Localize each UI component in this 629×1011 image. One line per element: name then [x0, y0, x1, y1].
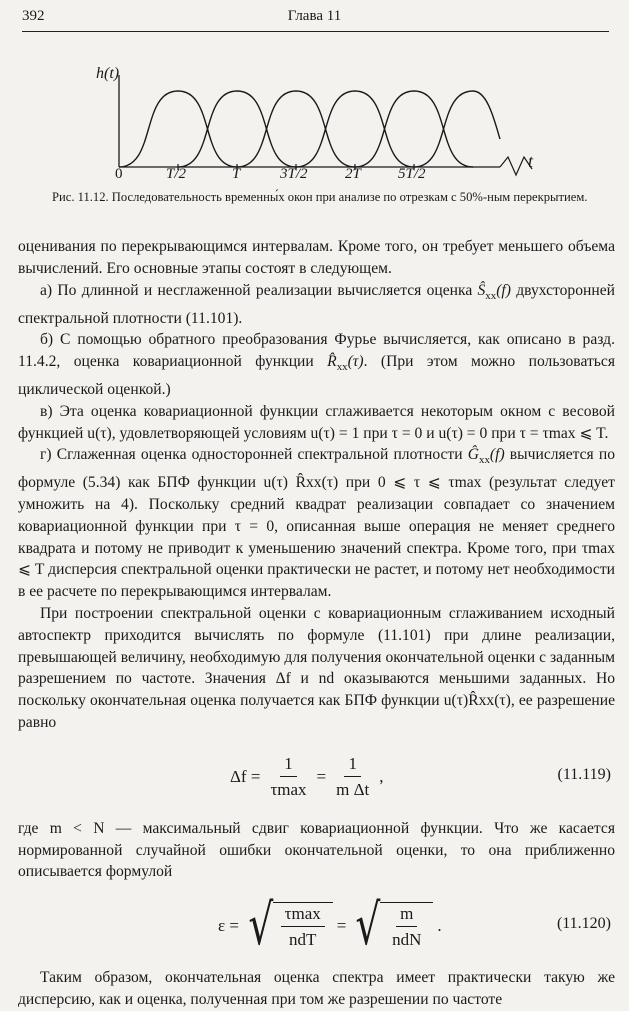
eq2-lhs: ε = [218, 916, 239, 936]
eq1-number: (11.119) [557, 765, 611, 783]
eq2-sqrt-1 [243, 893, 333, 959]
eq1-den-1: τmax [270, 779, 307, 799]
tick-label-3t2: 3T/2 [280, 166, 308, 182]
eq1-num-2: 1 [344, 754, 361, 777]
window-curves [119, 91, 500, 167]
step-a-text: а) По длинной и несглаженной реализации вычисляется оценка [40, 281, 473, 299]
eq1-fraction-1 [266, 754, 310, 800]
sqrt-icon: √ [355, 893, 381, 959]
window-5 [355, 91, 473, 167]
header-rule [22, 31, 609, 32]
tick-label-t: T [232, 166, 241, 182]
eq2-den-1: ndT [289, 930, 317, 950]
tick-label-2t: 2T [345, 166, 361, 182]
page-header [22, 8, 607, 30]
step-a-sub: xx [485, 289, 497, 302]
paragraph-max-shift: где m < N — максимальный сдвиг ковариационной функции. Что же касается нормированной случайной ошибки окончательной оценки, то она приближенно описывается формулой [18, 819, 615, 881]
step-a-symbol: Ŝ [477, 281, 486, 299]
paragraph-1: оценивания по перекрывающимся интервалам. Кроме того, он требует меньшего объема вычислений. Его основные этапы состоят в следующем. [18, 238, 615, 277]
step-b-text: б) С помощью обратного преобразования Фурье вычисляется, как описано в разд. 11.4.2, оценка ковариационной функции [18, 331, 615, 371]
window-4 [296, 91, 414, 167]
step-d-text-2: вычисляется по формуле (5.34) как БПФ функции u(τ) R̂xx(τ) при 0 ⩽ τ ⩽ τmax (результат следует умножить на 4). Поскольку средний квадрат реализации совпадает со значением ковариационной функции при τ = 0, описанная выше операция не меняет среднего квадрата и потому не приводит к уменьшению значений спектра. Кроме того, при τmax ⩽ T дисперсия спектральной оценки практически не растет, и потому нет необходимости в ее расчете по перекрывающимся интервалам. [18, 446, 616, 601]
eq2-fraction-2 [388, 904, 425, 950]
eq2-equals: = [336, 916, 347, 936]
tick-label-5t2: 5T/2 [398, 166, 426, 182]
step-d-arg: (f) [489, 446, 505, 464]
step-a-arg: (f) [496, 281, 511, 299]
equation-11-120 [18, 889, 615, 963]
paragraph-conclusion: Таким образом, окончательная оценка спектра имеет практически такую же дисперсию, как и оценка, полученная при том же разрешении по частоте [18, 969, 615, 1009]
step-b-sub: xx [336, 361, 348, 374]
window-6 [414, 91, 500, 167]
step-b-text-2: . (При этом можно пользоваться циклической оценкой.) [18, 353, 615, 398]
window-1 [119, 91, 237, 167]
step-a-text-2: двухсторонней спектральной плотности (11.101). [18, 281, 615, 327]
step-d-text: г) Сглаженная оценка односторонней спектральной плотности [40, 446, 463, 464]
paragraph-step-b [18, 329, 615, 401]
paragraph-step-d [18, 444, 615, 603]
step-b-symbol: R̂ [327, 353, 337, 371]
eq1-equals: = [316, 766, 327, 786]
eq2-sqrt-2 [350, 893, 433, 959]
eq2-tail: . [437, 916, 442, 936]
eq1-den-2: m Δt [336, 779, 370, 799]
step-d-symbol: Ĝ [467, 446, 480, 464]
eq1-fraction-2 [332, 754, 373, 800]
chapter-title: Глава 11 [287, 8, 342, 24]
page-number: 392 [22, 8, 45, 24]
window-sequence-figure [0, 35, 629, 185]
eq1-num-1: 1 [280, 754, 297, 777]
paragraph-step-a [18, 280, 615, 330]
eq2-den-2: ndN [392, 930, 422, 950]
eq1-lhs: Δf = [230, 766, 261, 786]
eq2-num-2: m [396, 904, 417, 927]
paragraph-covariance-smoothing: При построении спектральной оценки с ковариационным сглаживанием исходный автоспектр приходится вычислять по формуле (11.101) при длине реализации, превышающей величину, необходимую для получения окончательной оценки с заданным разрешением по частоте. Значения Δf и nd оказываются меньшими заданных. Но поскольку окончательная оценка получается как БПФ функции u(τ)R̂xx(τ), ее разрешение равно [18, 605, 615, 732]
tick-label-0: 0 [115, 166, 123, 182]
window-2 [178, 91, 296, 167]
equation-11-119 [18, 740, 615, 814]
eq2-num-1: τmax [281, 904, 325, 927]
paragraph-step-c: в) Эта оценка ковариационной функции сглаживается некоторым окном с весовой функцией u(τ), удовлетворяющей условиям u(τ) = 1 при τ = 0 и u(τ) = 0 при τ = τmax ⩽ T. [18, 402, 615, 442]
eq2-fraction-1 [281, 904, 325, 950]
eq2-number: (11.120) [556, 915, 611, 933]
body-text [18, 236, 615, 1011]
x-axis-label: t [528, 151, 534, 171]
step-b-arg: (τ) [347, 353, 364, 371]
sqrt-icon: √ [248, 893, 274, 959]
figure-caption: Рис. 11.12. Последовательность временны́х окон при анализе по отрезкам с 50%-ным перекрытием. [52, 190, 588, 204]
y-axis-label: h(t) [96, 65, 120, 82]
window-3 [237, 91, 355, 167]
tick-label-t2: T/2 [166, 166, 187, 182]
step-d-sub: xx [479, 454, 490, 467]
eq1-tail: , [379, 766, 384, 786]
